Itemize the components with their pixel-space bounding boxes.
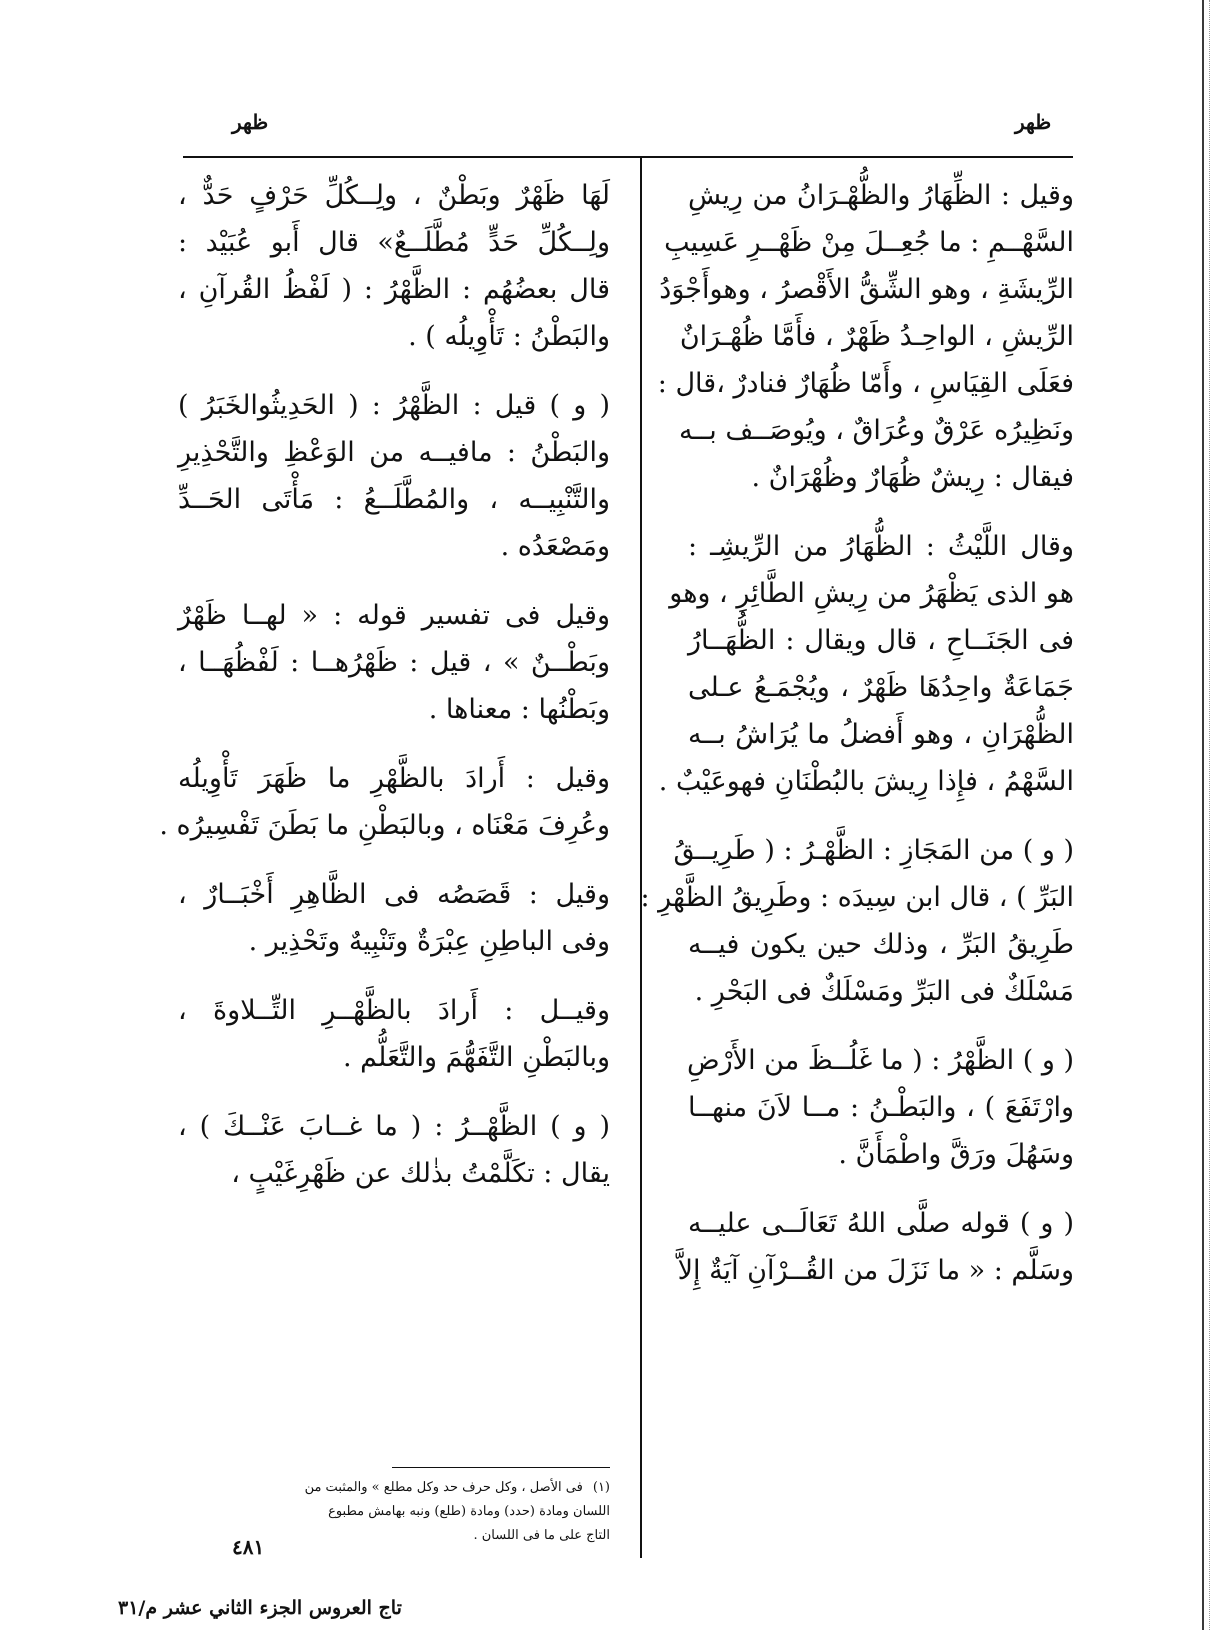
text-line: الرِّيشِ ، الواحِـدُ ظَهْرٌ ، فأَمَّا ظُهْـرَانٌ xyxy=(679,321,1074,352)
paragraph-gap xyxy=(688,501,1074,523)
text-line: وقيل : أَرادَ بالظَّهْرِ ما ظَهَرَ تَأْوِيلُه xyxy=(178,763,610,794)
footnote-rule xyxy=(392,1467,610,1468)
text-line: وبَطْنُها : معناها . xyxy=(428,694,610,725)
page-number: ٤٨١ xyxy=(232,1535,265,1559)
text-line: وفى الباطِنِ عِبْرَةٌ وتَنْبِيهٌ وتَحْذِير . xyxy=(248,926,610,957)
text-line: وعُرِفَ مَعْنَاه ، وبالبَطْنِ ما بَطَنَ تَفْسِيرُه . xyxy=(159,810,610,841)
footnote-number: (١) xyxy=(592,1480,610,1495)
text-line: وقيل : قَصَصُه فى الظَّاهِرِ أَخْبَــارٌ ، xyxy=(178,879,610,910)
text-line: وسَهُلَ ورَقَّ واطْمَأَنَّ . xyxy=(838,1139,1074,1170)
paragraph xyxy=(178,592,610,733)
paragraph-gap xyxy=(688,1178,1074,1200)
text-line: ومَصْعَدُه . xyxy=(500,531,610,562)
paragraph-gap xyxy=(688,1015,1074,1037)
text-line: فى الجَنَــاحِ ، قال ويقال : الظُّهَــارُ xyxy=(688,625,1074,656)
text-line: ونَظِيرُه عَرْقٌ وعُرَاقٌ ، ويُوصَــف بــه xyxy=(679,415,1074,446)
footnote-text: فى الأصل ، وكل حرف حد وكل مطلع » والمثبت من xyxy=(304,1480,583,1495)
paragraph xyxy=(159,755,610,849)
text-line: طَرِيقُ البَرِّ ، وذلك حين يكون فيــه xyxy=(688,929,1074,960)
page-edge-line xyxy=(1202,0,1204,1630)
text-line: وقيل : الظِّهَارُ والظُّهْـرَانُ من رِيشِ xyxy=(688,180,1074,211)
paragraph-gap xyxy=(178,733,610,755)
paragraph-gap xyxy=(178,849,610,871)
text-line: ( و ) من المَجَازِ : الظَّهْـرُ : ( طَرِيــقُ xyxy=(673,835,1074,866)
text-line: وبَطْــنٌ » ، قيل : ظَهْرُهــا : لَفْظُهَــا ، xyxy=(178,647,610,678)
paragraph-gap xyxy=(178,1081,610,1103)
left-text-column xyxy=(159,172,610,1197)
paragraph xyxy=(178,1103,610,1197)
column-divider xyxy=(640,158,642,1558)
running-head-left: ظهر xyxy=(232,110,269,134)
paragraph xyxy=(677,1200,1074,1294)
paragraph xyxy=(178,871,610,965)
text-line: ( و ) قوله صلَّى اللهُ تَعَالَــى عليــه xyxy=(688,1208,1074,1239)
paragraph-gap xyxy=(688,805,1074,827)
running-head-right: ظهر xyxy=(1015,110,1052,134)
text-line: جَمَاعَةٌ واحِدُهَا ظَهْرٌ ، ويُجْمَـعُ عـلى xyxy=(688,672,1074,703)
text-line: ( و ) الظَّهْــرُ : ( ما غــابَ عَنْــكَ ) ، xyxy=(178,1111,610,1142)
text-line: يقال : تكَلَّمْتُ بذٰلك عن ظَهْرِغَيْبٍ ، xyxy=(231,1158,610,1189)
footnote-line: التاج على ما فى اللسان . xyxy=(473,1528,610,1543)
text-line: مَسْلَكٌ فى البَرِّ ومَسْلَكٌ فى البَحْرِ . xyxy=(694,976,1074,1007)
text-line: البَرِّ ) ، قال ابن سِيدَه : وطَرِيقُ الظَّهْرِ : xyxy=(640,882,1074,913)
text-line: وبالبَطْنِ التَّفَهُّمَ والتَّعَلُّم . xyxy=(343,1042,610,1073)
text-line: وقال اللَّيْثُ : الظُّهَارُ من الرِّيشِـ : xyxy=(688,531,1074,562)
paragraph-gap xyxy=(178,570,610,592)
text-line: وقيل فى تفسير قوله : « لهــا ظَهْرٌ xyxy=(178,600,610,631)
text-line: هو الذى يَظْهَرُ من رِيشِ الطَّائِرِ ، وهو xyxy=(669,578,1074,609)
right-text-column xyxy=(640,172,1074,1294)
paragraph-gap xyxy=(178,360,610,382)
paragraph xyxy=(688,1037,1074,1178)
footnote-line xyxy=(178,1476,610,1500)
text-line: ولِــكُلِّ حَدٍّ مُطَّلَــعٌ» قال أَبو عُبَيْد : xyxy=(178,227,610,258)
paragraph xyxy=(178,382,610,570)
text-line: لَهَا ظَهْرٌ وبَطْنٌ ، ولِــكُلِّ حَرْفٍ حَدٌّ ، xyxy=(178,180,610,211)
text-line: ( و ) الظَّهْرُ : ( ما غَلُــظَ من الأَرْضِ xyxy=(687,1045,1074,1076)
text-line: الرِّيشَةِ ، وهو الشِّقُّ الأَقْصرُ ، وهوأَجْوَدُ xyxy=(659,274,1074,305)
paragraph xyxy=(178,987,610,1081)
paragraph xyxy=(657,172,1074,501)
paragraph-gap xyxy=(178,965,610,987)
text-line: والبَطْنُ : تَأْوِيلُه ) . xyxy=(408,321,610,352)
text-line: الظُّهْرَانِ ، وهو أَفضلُ ما يُرَاشُ بــه xyxy=(688,719,1074,750)
text-line: وسَلَّم : « ما نَزَلَ من القُــرْآنِ آيَةٌ إِلاَّ xyxy=(677,1255,1074,1286)
text-line: وارْتَفَعَ ) ، والبَطْـنُ : مــا لاَنَ منهــا xyxy=(688,1092,1074,1123)
text-line: فيقال : رِيشٌ ظُهَارٌ وظُهْرَانٌ . xyxy=(751,462,1074,493)
text-line: قال بعضُهُم : الظَّهْرُ : ( لَفْظُ القُرآنِ ، xyxy=(178,274,610,305)
text-line: والبَطْنُ : مافيــه من الوَعْظِ والتَّحْذِيرِ xyxy=(178,437,610,468)
header-rule xyxy=(183,156,1073,158)
text-line: والتَّنْبِيــه ، والمُطَّلَــعُ : مَأْتَى الحَــدِّ xyxy=(178,484,610,515)
paragraph xyxy=(178,172,610,360)
text-line: السَّهْمُ ، فإِذا رِيشَ بالبُطْنَانِ فهوعَيْبٌ . xyxy=(658,766,1074,797)
footnote-line: اللسان ومادة (حدد) ومادة (طلع) ونبه بهامش مطبوع xyxy=(328,1504,610,1519)
paragraph xyxy=(640,827,1074,1015)
text-line: وقيــل : أَرادَ بالظَّهْــرِ التِّــلاوةَ ، xyxy=(178,995,610,1026)
book-footer: تاج العروس الجزء الثاني عشر م/٣١ xyxy=(118,1597,402,1619)
text-line: فعَلَى القِيَاسِ ، وأَمّا ظُهَارٌ فنادرٌ ،قال : xyxy=(657,368,1074,399)
text-line: ( و ) قيل : الظَّهْرُ : ( الحَدِيثُوالخَبَرُ ) xyxy=(178,390,610,421)
page-edge-dotted-line xyxy=(1209,0,1210,1630)
text-line: السَّهْــمِ : ما جُعِــلَ مِنْ ظَهْــرِ عَسِيبِ xyxy=(664,227,1074,258)
paragraph xyxy=(658,523,1074,805)
